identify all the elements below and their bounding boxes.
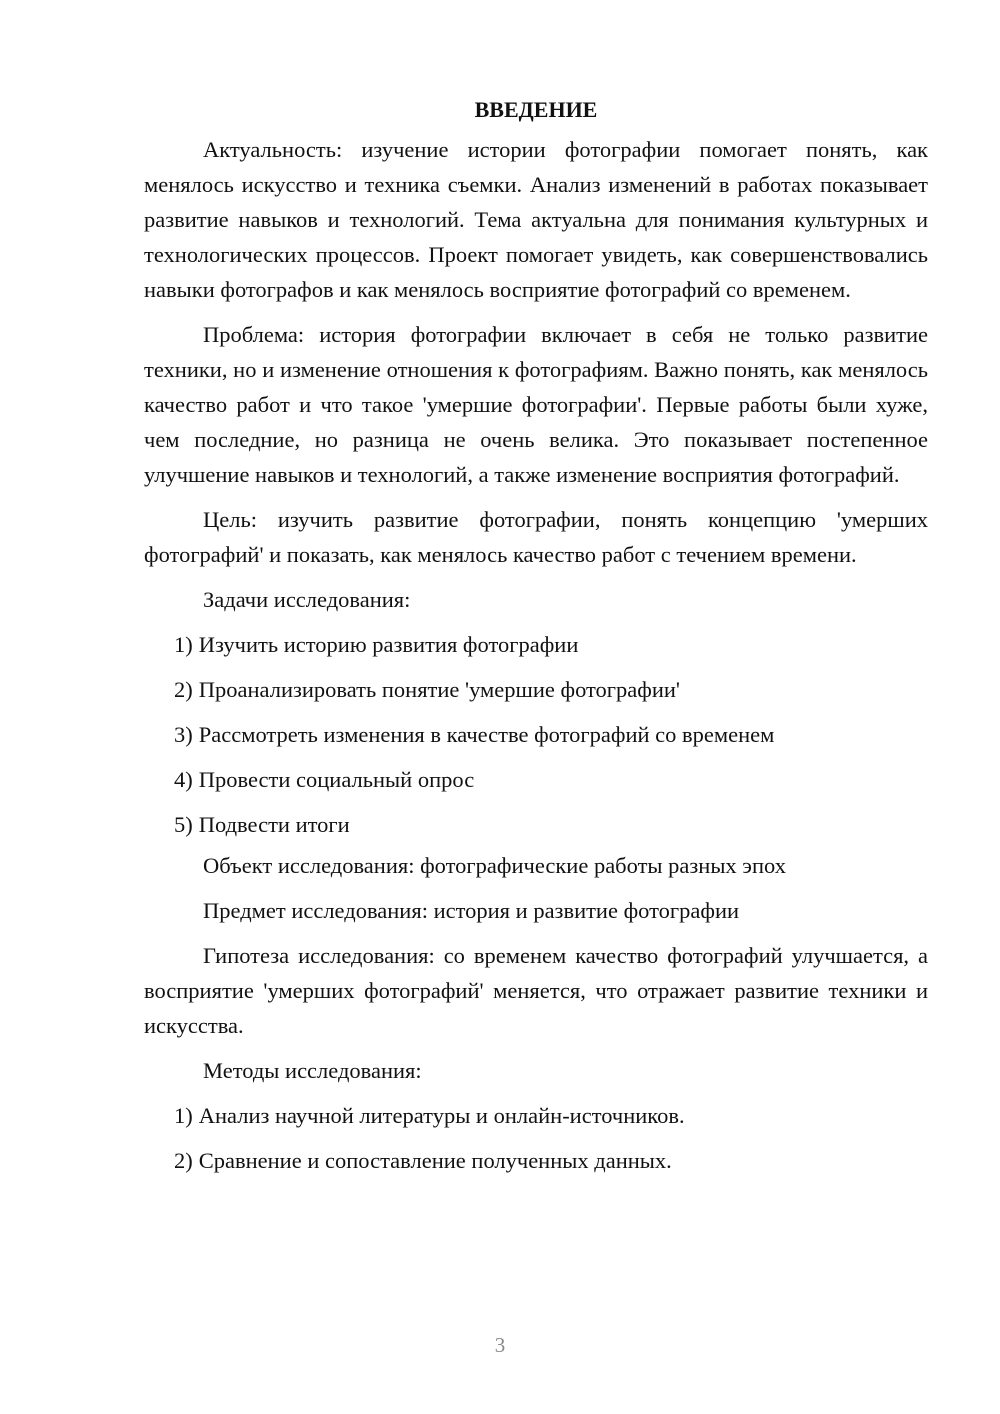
method-text: Анализ научной литературы и онлайн-источников. <box>198 1103 685 1128</box>
task-number: 1) <box>174 632 193 657</box>
task-number: 5) <box>174 812 193 837</box>
task-item <box>144 627 928 662</box>
method-number: 1) <box>174 1103 193 1128</box>
subject-paragraph: Предмет исследования: история и развитие фотографии <box>203 898 740 923</box>
problem-paragraph: Проблема: история фотографии включает в себя не только развитие техники, но и изменение отношения к фотографиям. Важно понять, как менялось качество работ и что такое 'умершие фотографии'. Первые работы были хуже, чем последние, но разница не очень велика. Это показывает постепенное улучшение навыков и технологий, а также изменение восприятия фотографий. <box>144 322 928 487</box>
task-item <box>144 717 928 752</box>
task-item <box>144 672 928 707</box>
hypothesis-paragraph: Гипотеза исследования: со временем качество фотографий улучшается, а восприятие 'умерших фотографий' меняется, что отражает развитие техники и искусства. <box>144 943 928 1038</box>
goal-paragraph: Цель: изучить развитие фотографии, понять концепцию 'умерших фотографий' и показать, как менялось качество работ с течением времени. <box>144 507 928 567</box>
task-text: Провести социальный опрос <box>198 767 475 792</box>
task-text: Проанализировать понятие 'умершие фотографии' <box>198 677 680 702</box>
tasks-title: Задачи исследования: <box>203 587 411 612</box>
document-page <box>144 94 928 1188</box>
object-paragraph: Объект исследования: фотографические работы разных эпох <box>203 853 786 878</box>
task-text: Рассмотреть изменения в качестве фотографий со временем <box>198 722 775 747</box>
task-text: Подвести итоги <box>198 812 350 837</box>
task-item <box>144 762 928 797</box>
task-text: Изучить историю развития фотографии <box>198 632 579 657</box>
method-text: Сравнение и сопоставление полученных данных. <box>198 1148 672 1173</box>
method-number: 2) <box>174 1148 193 1173</box>
methods-title: Методы исследования: <box>203 1058 422 1083</box>
relevance-paragraph: Актуальность: изучение истории фотографии помогает понять, как менялось искусство и техника съемки. Анализ изменений в работах показывает развитие навыков и технологий. Тема актуальна для понимания культурных и технологических процессов. Проект помогает увидеть, как совершенствовались навыки фотографов и как менялось восприятие фотографий со временем. <box>144 137 928 302</box>
task-number: 3) <box>174 722 193 747</box>
task-number: 4) <box>174 767 193 792</box>
task-item <box>144 807 928 842</box>
section-heading: ВВЕДЕНИЕ <box>474 97 598 122</box>
method-item <box>144 1143 928 1178</box>
task-number: 2) <box>174 677 193 702</box>
page-number: 3 <box>494 1333 506 1357</box>
method-item <box>144 1098 928 1133</box>
